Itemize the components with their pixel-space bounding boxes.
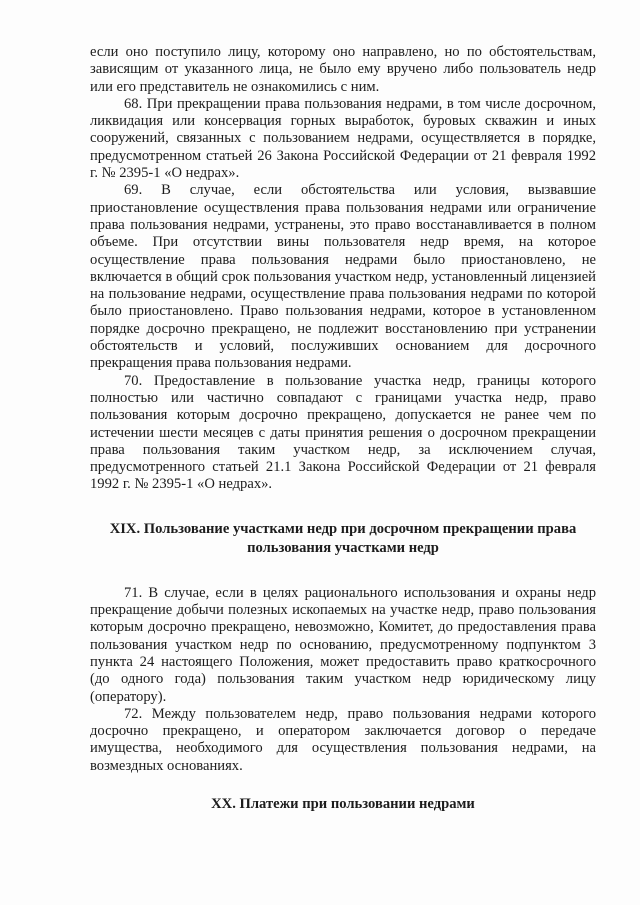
paragraph-72: 72. Между пользователем недр, право пользования недрами которого досрочно прекращено, и оператором заключается договор о передаче имущества, необходимого для осуществления пользования недрами, на возмездных основаниях.	[90, 705, 596, 774]
section-20-title: XX. Платежи при пользовании недрами	[211, 795, 475, 812]
document-body	[90, 44, 596, 814]
paragraph-70: 70. Предоставление в пользование участка недр, границы которого полностью или частично совпадают с границами участка недр, право пользования которым досрочно прекращено, допускается не ранее чем по истечении шести месяцев с даты принятия решения о досрочном прекращении права пользования таким участком недр, за исключением случая, предусмотренного статьей 21.1 Закона Российской Федерации от 21 февраля 1992 г. № 2395-1 «О недрах».	[90, 372, 596, 493]
paragraph-68: 68. При прекращении права пользования недрами, в том числе досрочном, ликвидация или консервация горных выработок, буровых скважин и иных сооружений, связанных с пользованием недрами, осуществляется в порядке, предусмотренном статьей 26 Закона Российской Федерации от 21 февраля 1992 г. № 2395-1 «О недрах».	[90, 95, 596, 182]
section-19-title: XIX. Пользование участками недр при досрочном прекращении права пользования участками недр	[109, 520, 577, 556]
paragraph-71: 71. В случае, если в целях рационального использования и охраны недр прекращение добычи полезных ископаемых на участке недр, право пользования которым досрочно прекращено, невозможно, Комитет, до предоставления права пользования участком недр по основанию, предусмотренному подпунктом 3 пункта 24 настоящего Положения, может предоставить право краткосрочного (до одного года) пользования таким участком недр юридическому лицу (оператору).	[90, 584, 596, 705]
paragraph-continuation: если оно поступило лицу, которому оно направлено, но по обстоятельствам, зависящим от указанного лица, не было ему вручено либо пользователь недр или его представитель не ознакомились с ним.	[90, 44, 596, 95]
paragraph-69: 69. В случае, если обстоятельства или условия, вызвавшие приостановление осуществления права пользования недрами или ограничение права пользования недрами, устранены, это право восстанавливается в полном объеме. При отсутствии вины пользователя недр время, на которое осуществление права пользования недрами было приостановлено, не включается в общий срок пользования участком недр, установленный лицензией на пользование недрами, осуществление права пользования недрами по которой было приостановлено. Право пользования недрами, которое в установленном порядке досрочно прекращено, не подлежит восстановлению при устранении обстоятельств и условий, послуживших основанием для досрочного прекращения права пользования недрами.	[90, 182, 596, 372]
